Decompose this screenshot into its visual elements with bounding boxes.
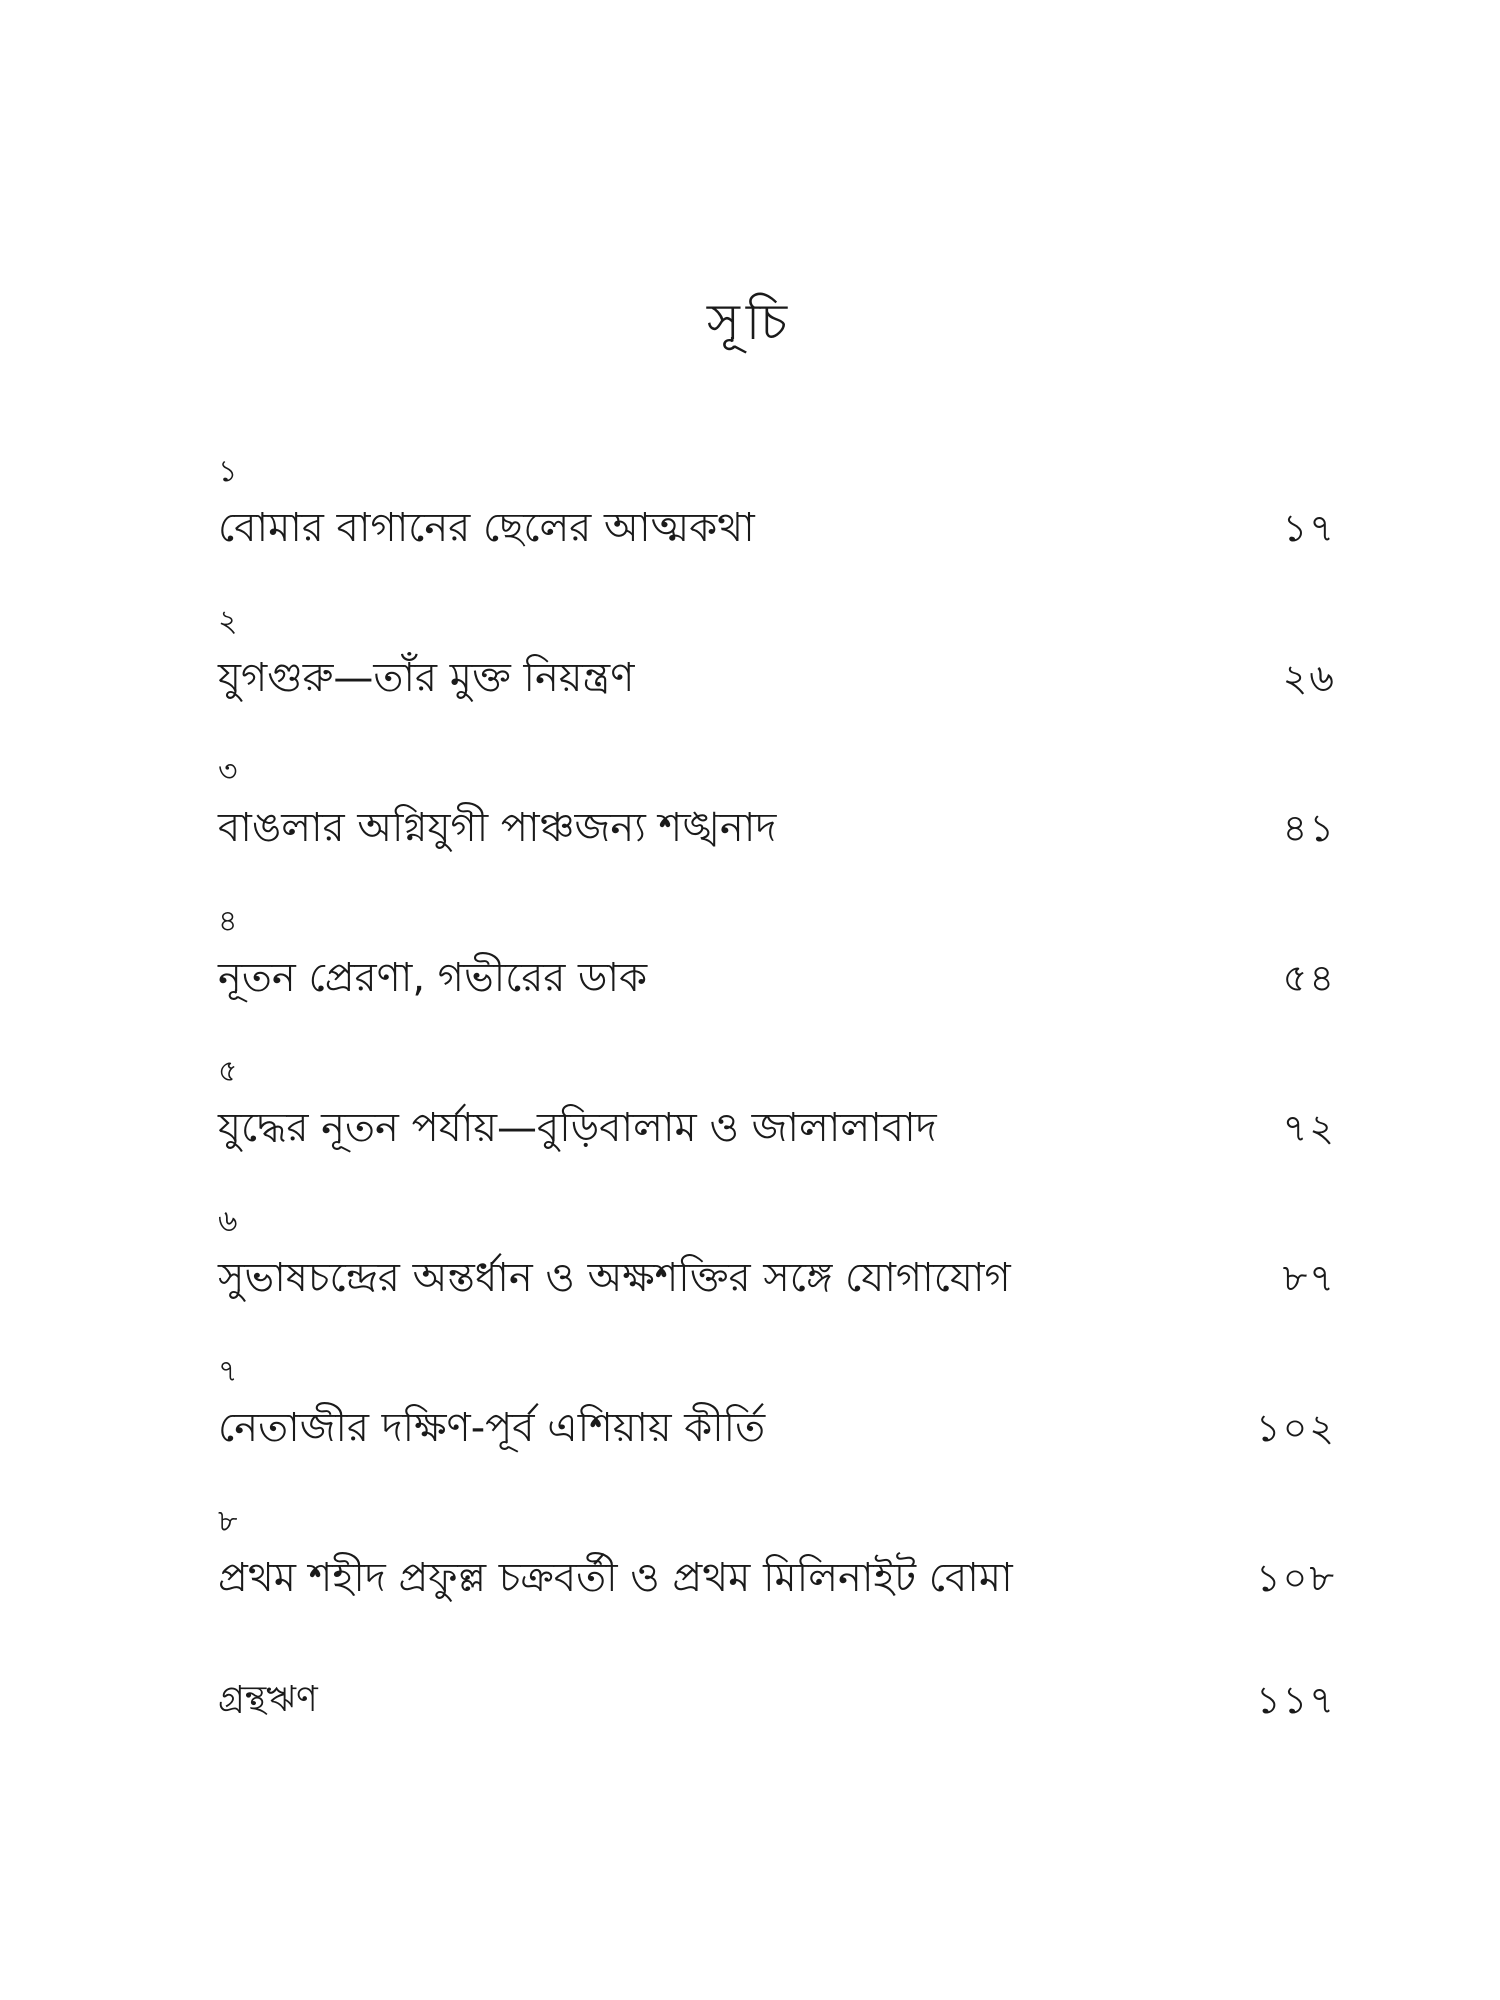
toc-entry: [218, 752, 1336, 902]
page-number: ১০২: [1255, 1406, 1336, 1450]
toc-entry: [218, 902, 1336, 1052]
table-of-contents: [218, 452, 1336, 1652]
toc-entry: [218, 1202, 1336, 1352]
page-number: ৪১: [1282, 806, 1336, 850]
page-number: ২৬: [1282, 656, 1336, 700]
chapter-number: ৭: [218, 1354, 238, 1389]
page-number: ৭২: [1282, 1106, 1336, 1150]
page-number: ৫৪: [1282, 956, 1336, 1000]
toc-row: [218, 1250, 1336, 1306]
toc-entry: [218, 602, 1336, 752]
toc-row: [218, 1550, 1336, 1606]
chapter-title: বাঙলার অগ্নিযুগী পাঞ্চজন্য শঙ্খনাদ: [218, 805, 777, 851]
chapter-number: ৫: [218, 1054, 238, 1089]
chapter-title: সুভাষচন্দ্রের অন্তর্ধান ও অক্ষশক্তির সঙ্গে যোগাযোগ: [218, 1255, 1011, 1301]
chapter-title: যুদ্ধের নূতন পর্যায়—বুড়িবালাম ও জালালাবাদ: [218, 1105, 937, 1151]
toc-entry: [218, 1502, 1336, 1652]
toc-entry: [218, 452, 1336, 602]
page-number: ১৭: [1282, 506, 1336, 550]
toc-row: [218, 950, 1336, 1006]
page-title: সূচি: [706, 293, 794, 351]
bibliography-label: গ্রন্থঋণ: [218, 1679, 318, 1720]
page-number: ১০৮: [1255, 1556, 1336, 1600]
toc-row: [218, 1400, 1336, 1456]
bibliography-page-number: ১১৭: [1255, 1678, 1336, 1722]
toc-row: [218, 500, 1336, 556]
chapter-title: যুগগুরু—তাঁর মুক্ত নিয়ন্ত্রণ: [218, 655, 635, 701]
toc-entry: [218, 1352, 1336, 1502]
chapter-number: ৩: [218, 754, 238, 789]
chapter-number: ২: [218, 604, 238, 639]
toc-row: [218, 800, 1336, 856]
chapter-number: ৬: [218, 1204, 238, 1239]
chapter-title: বোমার বাগানের ছেলের আত্মকথা: [218, 505, 755, 551]
page-number: ৮৭: [1282, 1256, 1336, 1300]
bibliography-row: [218, 1672, 1336, 1728]
toc-row: [218, 1100, 1336, 1156]
chapter-number: ৪: [218, 904, 238, 939]
toc-entry: [218, 1052, 1336, 1202]
chapter-title: প্রথম শহীদ প্রফুল্ল চক্রবর্তী ও প্রথম মিলিনাইট বোমা: [218, 1555, 1013, 1601]
chapter-number: ৮: [218, 1504, 238, 1539]
chapter-title: নূতন প্রেরণা, গভীরের ডাক: [218, 955, 648, 1001]
toc-row: [218, 650, 1336, 706]
chapter-number: ১: [218, 454, 238, 489]
chapter-title: নেতাজীর দক্ষিণ-পূর্ব এশিয়ায় কীর্তি: [218, 1405, 766, 1451]
